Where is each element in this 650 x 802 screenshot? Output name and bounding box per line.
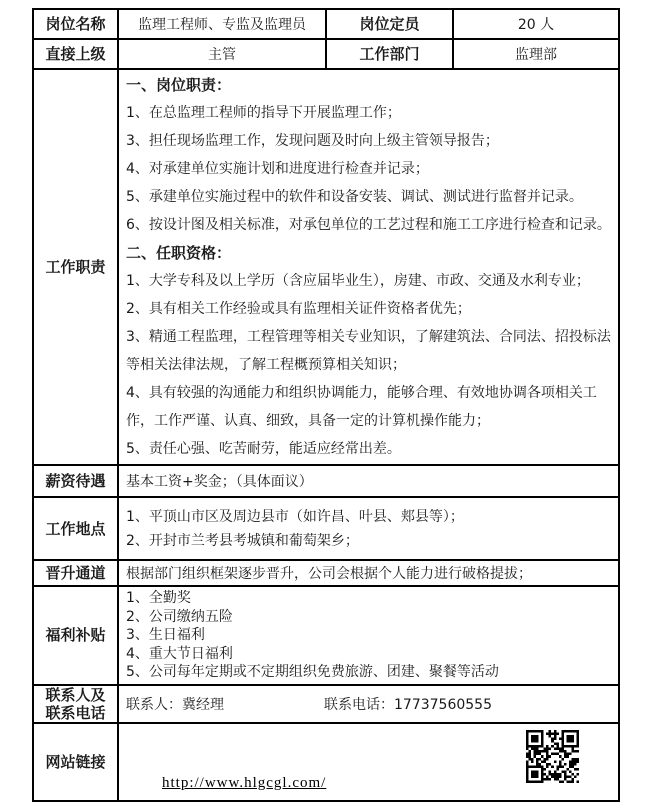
duties-section1-title: 一、岗位职责： [126, 76, 232, 94]
contact-phone: 联系电话：17737560555 [324, 696, 492, 713]
benefit-item: 4、重大节日福利 [126, 645, 233, 662]
duties-cell [118, 69, 619, 465]
position-name-label: 岗位名称 [33, 9, 118, 39]
qualification-item: 1、大学专科及以上学历（含应届毕业生），房建、市政、交通及水利专业； [126, 273, 590, 289]
qualification-item: 5、责任心强、吃苦耐劳，能适应经常出差。 [126, 441, 401, 457]
qr-code [526, 730, 579, 783]
duty-item: 6、按设计图及相关标准，对承包单位的工艺过程和施工工序进行检查和记录。 [126, 217, 611, 233]
contact-label [33, 685, 118, 723]
table-row [33, 39, 619, 69]
table-row [33, 69, 619, 465]
contact-label-line2: 联系电话 [45, 703, 106, 722]
benefits-label: 福利补贴 [33, 586, 118, 685]
duty-item: 4、对承建单位实施计划和进度进行检查并记录； [126, 161, 429, 177]
table-row [33, 586, 619, 685]
benefit-item: 3、生日福利 [126, 627, 205, 644]
duty-item: 3、担任现场监理工作，发现问题及时向上级主管领导报告； [126, 133, 499, 149]
benefits-cell [118, 586, 619, 685]
table-row [33, 465, 619, 497]
contact-cell [118, 685, 619, 723]
department-value: 监理部 [453, 39, 619, 69]
table-row [33, 560, 619, 586]
table-row [33, 497, 619, 560]
position-name-value: 监理工程师、专监及监理员 [118, 9, 326, 39]
benefit-item: 1、全勤奖 [126, 590, 191, 606]
qualification-item: 2、具有相关工作经验或具有监理相关证件资格者优先； [126, 301, 471, 317]
website-link[interactable]: http://www.hlgcgl.com/ [162, 774, 327, 791]
table-row [33, 723, 619, 801]
supervisor-value: 主管 [118, 39, 326, 69]
supervisor-label: 直接上级 [33, 39, 118, 69]
contact-person: 联系人：冀经理 [126, 696, 224, 713]
table-row [33, 685, 619, 723]
contact-label-line1: 联系人及 [45, 685, 106, 704]
duty-item: 1、在总监理工程师的指导下开展监理工作； [126, 105, 401, 121]
qualification-item: 3、精通工程监理，工程管理等相关专业知识，了解建筑法、合同法、招投标法等相关法律法规，了解工程概预算相关知识； [126, 329, 611, 373]
department-label: 工作部门 [326, 39, 453, 69]
duties-section2-title: 二、任职资格： [126, 244, 232, 262]
website-cell [118, 723, 619, 801]
qualification-item: 4、具有较强的沟通能力和组织协调能力，能够合理、有效地协调各项相关工作，工作严谨、认真、细致，具备一定的计算机操作能力； [126, 385, 597, 429]
benefit-item: 2、公司缴纳五险 [126, 608, 233, 625]
duty-item: 5、承建单位实施过程中的软件和设备安装、调试、测试进行监督并记录。 [126, 189, 583, 205]
location-item: 1、平顶山市区及周边县市（如许昌、叶县、郏县等）； [126, 508, 464, 525]
salary-label: 薪资待遇 [33, 465, 118, 497]
headcount-label: 岗位定员 [326, 9, 453, 39]
benefit-item: 5、公司每年定期或不定期组织免费旅游、团建、聚餐等活动 [126, 664, 499, 681]
location-label: 工作地点 [33, 497, 118, 560]
headcount-value: 20 人 [453, 9, 619, 39]
location-item: 2、开封市兰考县考城镇和葡萄架乡； [126, 532, 359, 549]
salary-value: 基本工资+奖金；（具体面议） [118, 465, 619, 497]
location-cell [118, 497, 619, 560]
promotion-value: 根据部门组织框架逐步晋升，公司会根据个人能力进行破格提拔； [118, 560, 619, 586]
duties-label: 工作职责 [33, 69, 118, 465]
website-label: 网站链接 [33, 723, 118, 801]
job-posting-table [32, 8, 620, 802]
table-row [33, 9, 619, 39]
promotion-label: 晋升通道 [33, 560, 118, 586]
